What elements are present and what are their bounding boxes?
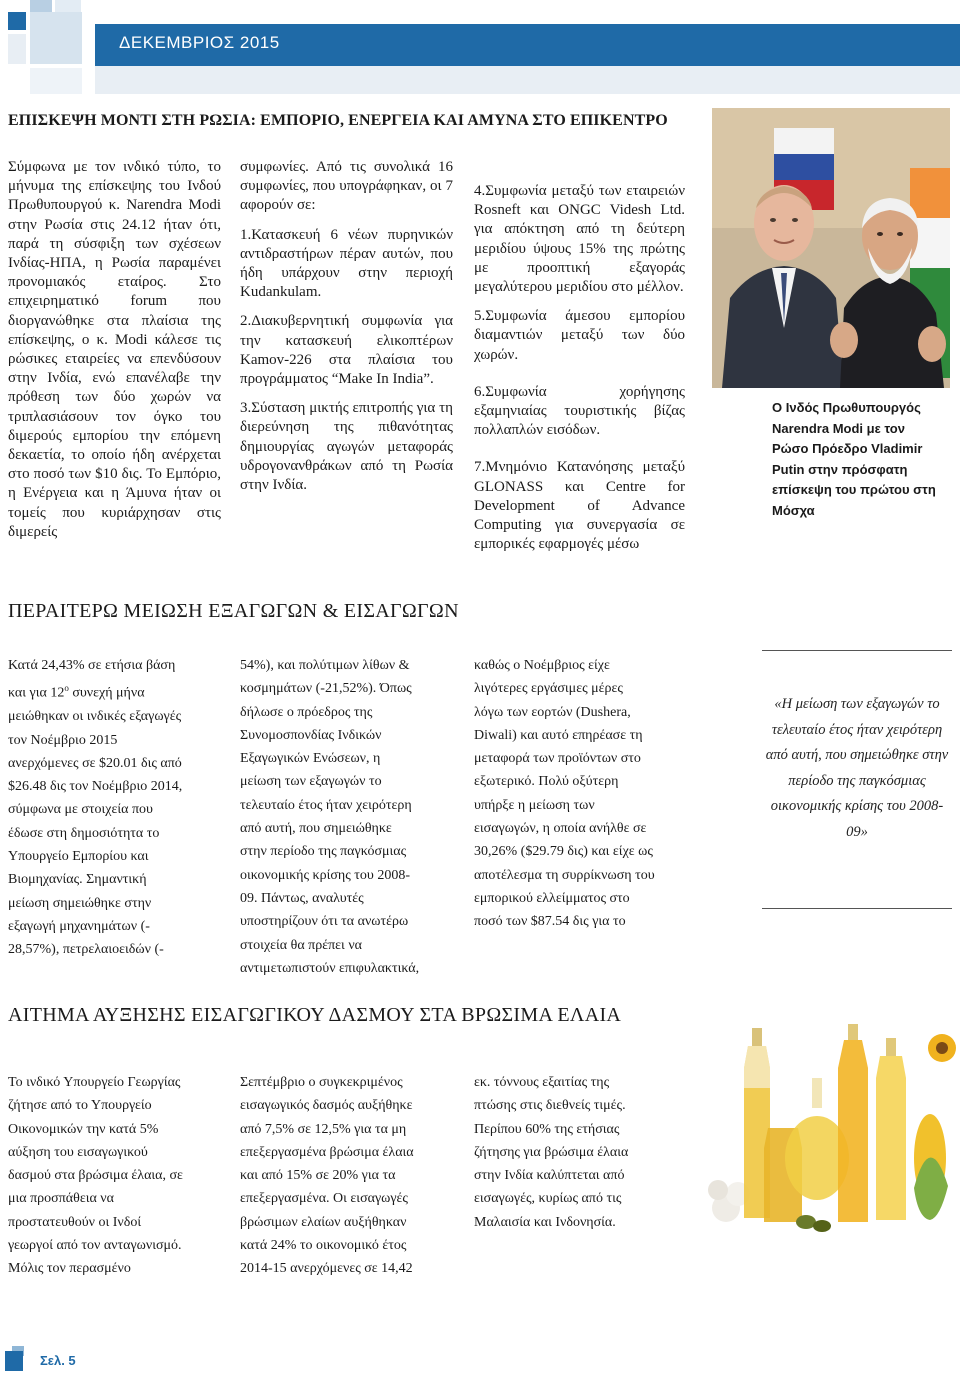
header-decor-square-1 — [8, 12, 26, 30]
text-line — [8, 677, 223, 705]
agreement-item: 6.Συμφωνία χορήγησης εξαμηνιαίας τουριστικής βίζας πολλαπλών εισόδων. — [474, 383, 685, 439]
text-line: 28,57%), πετρελαιοειδών (- — [8, 942, 164, 958]
text-line: δασμού στα βρώσιμα έλαια, σε — [8, 1168, 183, 1184]
article2-col3 — [474, 654, 694, 934]
text-line: κοσμημάτων (-21,52%). Όπως — [240, 681, 412, 697]
text-line: Μόλις τον περασμένο — [8, 1261, 131, 1277]
article3-col3 — [474, 1071, 694, 1234]
article1-col1 — [8, 158, 221, 542]
text-line: οικονομικής κρίσης του 2008- — [240, 867, 410, 883]
text-line: μείωση των εξαγωγών το — [240, 774, 382, 790]
modi-putin-illustration — [712, 108, 950, 388]
text-line: επεξεργασμένα βρώσιμα έλαια — [240, 1144, 414, 1160]
text-line: Εξαγωγικών Ενώσεων, η — [240, 751, 381, 767]
text-line: κατά 24% το οικονομικό έτος — [240, 1238, 407, 1254]
header-decor-square-3 — [30, 12, 82, 64]
text-line: αντιμετωπιστούν επιφυλακτικά, — [240, 960, 420, 976]
agreement-item: 5.Συμφωνία άμεσου εμπορίου διαμαντιών μεταξύ των δύο χωρών. — [474, 308, 685, 363]
text-line: δήλωσε ο πρόεδρος της — [240, 704, 373, 720]
quote-rule-top — [762, 650, 952, 651]
text-line: μειώθηκαν οι ινδικές εξαγωγές — [8, 709, 182, 725]
text-line: Βιομηχανίας. Σημαντική — [8, 872, 147, 888]
edible-oils-photo — [708, 1008, 956, 1238]
article1-col3 — [474, 182, 685, 554]
text-line: στην περίοδο της παγκόσμιας — [240, 844, 407, 860]
article2-col2 — [240, 654, 460, 980]
text-fragment: συνεχή μήνα — [68, 685, 145, 701]
text-line: επεξεργασμένα. Οι εισαγωγές — [240, 1191, 408, 1207]
agreement-item: 3.Σύσταση μικτής επιτροπής για τη διερεύνηση της πιθανότητας δημιουργίας αγωγών μεταφοράς υδρογονανθράκων από τη Ρωσία στην Ινδία. — [240, 400, 453, 494]
text-line: ζήτησης για βρώσιμα έλαια — [474, 1144, 629, 1160]
text-line: στοιχεία θα πρέπει να — [240, 937, 362, 953]
article1-col2-intro: συμφωνίες. Από τις συνολικά 16 συμφωνίες, που υπογράφηκαν, οι 7 αφορούν σε: — [240, 159, 453, 214]
text-line: εκ. τόννους εξαιτίας της — [474, 1075, 610, 1090]
text-line: εξωτερικό. Πολύ οξύτερη — [474, 774, 619, 790]
article3-col1 — [8, 1071, 228, 1281]
text-line: σύμφωνα με στοιχεία που — [8, 802, 153, 818]
text-line: εισαγωγικός δασμός αυξήθηκε — [240, 1098, 413, 1114]
text-line: αύξηση του εισαγωγικού — [8, 1144, 148, 1160]
text-line: από αυτή, που σημειώθηκε — [240, 821, 392, 837]
text-line: αποτέλεσμα τη συρρίκνωση του — [474, 867, 655, 883]
text-line: γεωργοί από τον ανταγωνισμό. — [8, 1238, 182, 1254]
agreement-item: 2.Διακυβερνητική συμφωνία για την κατασκευή ελικοπτέρων Kamov-226 στα πλαίσια του προγράμματος “Make In India”. — [240, 313, 453, 388]
text-fragment: και για 12 — [8, 685, 65, 701]
text-line: ανερχόμενες σε $20.01 δις από — [8, 755, 182, 771]
header-decor-square-2 — [30, 0, 52, 12]
text-line: Μαλαισία και Ινδονησία. — [474, 1214, 616, 1230]
text-line: Σεπτέμβριο ο συγκεκριμένος — [240, 1075, 403, 1090]
article3-col2 — [240, 1071, 465, 1281]
text-line: Υπουργείο Εμπορίου και — [8, 849, 149, 865]
text-line: και από 15% σε 20% για τα — [240, 1168, 396, 1184]
text-line: Συνομοσπονδίας Ινδικών — [240, 727, 382, 743]
article1-col1-text: Σύμφωνα με τον ινδικό τύπο, το μήνυμα της επίσκεψης του Ινδού Πρωθυπουργού κ. Narendra Modi στην Ρωσία στις 24.12 ήταν ότι, παρά τη σύσφιξη των σχέσεων Ινδίας-ΗΠΑ, η Ρωσία παραμένει προνομιακός εταίρος. Στο επιχειρηματικό forum που διοργανώθηκε στα πλαίσια της επίσκεψης, ο κ. Modi κάλεσε τις ρώσικες εταιρείες να επενδύσουν στην Ινδία, ενώ επανέλαβε την πρόθεση των δύο χωρών να τριπλασιάσουν τον όγκο του διμερούς εμπορίου την επόμενη δεκαετία, το οποίο ήδη ανέρχεται στο ποσό των $10 δις. Το Εμπόριο, η Ενέργεια και η Άμυνα ήταν οι τομείς που κυριάρχησαν στις διμερείς — [8, 159, 221, 540]
page-number: Σελ. 5 — [40, 1353, 76, 1368]
article1-col2 — [240, 158, 453, 495]
modi-putin-photo — [712, 108, 950, 388]
agreement-item: 7.Μνημόνιο Κατανόησης μεταξύ GLONASS και Centre for Development of Advance Computing για συνεργασία σε εμπορικές εφαρμογές μέσω — [474, 459, 685, 553]
text-line: Περίπου 60% της ετήσιας — [474, 1121, 620, 1137]
text-line: 30,26% ($29.79 δις) και είχε ως — [474, 844, 653, 860]
text-line: τελευταίο έτος ήταν χειρότερη — [240, 797, 412, 813]
text-line: μεταφορά των προϊόντων στο — [474, 751, 641, 767]
text-line: στην Ινδία καλύπτεται από — [474, 1168, 625, 1184]
text-line: λιγότερες εργάσιμες μέρες — [474, 681, 623, 697]
text-line: εισαγωγών, η οποία ανήλθε σε — [474, 821, 647, 837]
text-line: 2014-15 ανερχόμενες σε 14,42 — [240, 1261, 413, 1277]
text-line: Το ινδικό Υπουργείο Γεωργίας — [8, 1075, 181, 1090]
article1-title: ΕΠΙΣΚΕΨΗ ΜΟΝΤΙ ΣΤΗ ΡΩΣΙΑ: ΕΜΠΟΡΙΟ, ΕΝΕΡΓΕΙΑ ΚΑΙ ΑΜΥΝΑ ΣΤΟ ΕΠΙΚΕΝΤΡΟ — [8, 112, 668, 129]
text-line: μείωση σημειώθηκε στην — [8, 895, 152, 911]
text-line: εμπορικού ελλείμματος στο — [474, 890, 630, 906]
text-line: έδωσε στη δημοσιότητα το — [8, 825, 160, 841]
text-line: λόγω των εορτών (Dushera, — [474, 704, 631, 720]
text-line: τον Νοέμβριο 2015 — [8, 732, 118, 748]
ordinal-superscript: ο — [64, 683, 69, 694]
text-line: εξαγωγή μηχανημάτων (- — [8, 918, 150, 934]
agreement-item: 1.Κατασκευή 6 νέων πυρηνικών αντιδραστήρων πέραν αυτών, που ήδη υπάρχουν στην περιοχή Kudankulam. — [240, 226, 453, 301]
text-line: προστατευθούν οι Ινδοί — [8, 1214, 142, 1230]
pull-quote: «Η μείωση των εξαγωγών το τελευταίο έτος ήταν χειρότερη από αυτή, που σημειώθηκε στην περίοδο της παγκόσμιας οικονομικής κρίσης του 2008-09» — [765, 696, 949, 840]
text-line: Κατά 24,43% σε ετήσια βάση — [8, 658, 176, 673]
footer-decor-square-1 — [5, 1351, 23, 1371]
text-line: Οικονομικών την κατά 5% — [8, 1121, 159, 1137]
text-line: πτώσης στις διεθνείς τιμές. — [474, 1098, 626, 1114]
article2-col1 — [8, 654, 223, 962]
text-line: υποστηρίζουν ότι τα ανωτέρω — [240, 914, 409, 930]
text-line: $26.48 δις τον Νοέμβριο 2014, — [8, 779, 183, 795]
text-line: 09. Πάντως, αναλυτές — [240, 890, 364, 906]
text-line: μια προσπάθεια να — [8, 1191, 114, 1207]
text-line: καθώς ο Νοέμβριος είχε — [474, 658, 610, 673]
photo-caption: Ο Ινδός Πρωθυπουργός Narendra Modi με τον Ρώσο Πρόεδρο Vladimir Putin στην πρόσφατη επίσκεψη του πρώτου στη Μόσχα — [772, 400, 936, 518]
article2-title: ΠΕΡΑΙΤΕΡΩ ΜΕΙΩΣΗ ΕΞΑΓΩΓΩΝ & ΕΙΣΑΓΩΓΩΝ — [8, 600, 459, 622]
article3-title: ΑΙΤΗΜΑ ΑΥΞΗΣΗΣ ΕΙΣΑΓΩΓΙΚΟΥ ΔΑΣΜΟΥ ΣΤΑ ΒΡΩΣΙΜΑ ΕΛΑΙΑ — [8, 1004, 622, 1026]
text-line: υπήρξε η μείωση των — [474, 797, 595, 813]
header-underlay — [95, 66, 960, 94]
text-line: 54%), και πολύτιμων λίθων & — [240, 658, 410, 673]
header-decor-square-4 — [55, 0, 81, 12]
header-decor-square-5 — [8, 34, 26, 64]
text-line: βρώσιμων ελαίων αυξήθηκαν — [240, 1214, 407, 1230]
agreement-item: 4.Συμφωνία μεταξύ των εταιρειών Rosneft και ONGC Videsh Ltd. για απόκτηση από τη δεύτερη μεριδίου ύψους 15% της πρώτης με προοπτική εξαγοράς μεγαλύτερου μεριδίου στο μέλλον. — [474, 183, 685, 296]
issue-month: ΔΕΚΕΜΒΡΙΟΣ 2015 — [119, 33, 280, 52]
text-line: ζήτησε από το Υπουργείο — [8, 1098, 152, 1114]
text-line: ποσό των $87.54 δις για το — [474, 914, 626, 930]
text-line: από 7,5% σε 12,5% για τα μη — [240, 1121, 407, 1137]
oil-bottles-illustration — [708, 1008, 956, 1238]
header-decor-square-6 — [30, 68, 82, 94]
text-line: Diwali) και αυτό επηρέασε τη — [474, 727, 643, 743]
quote-rule-bottom — [762, 908, 952, 909]
text-line: εισαγωγές, κυρίως από τις — [474, 1191, 622, 1207]
